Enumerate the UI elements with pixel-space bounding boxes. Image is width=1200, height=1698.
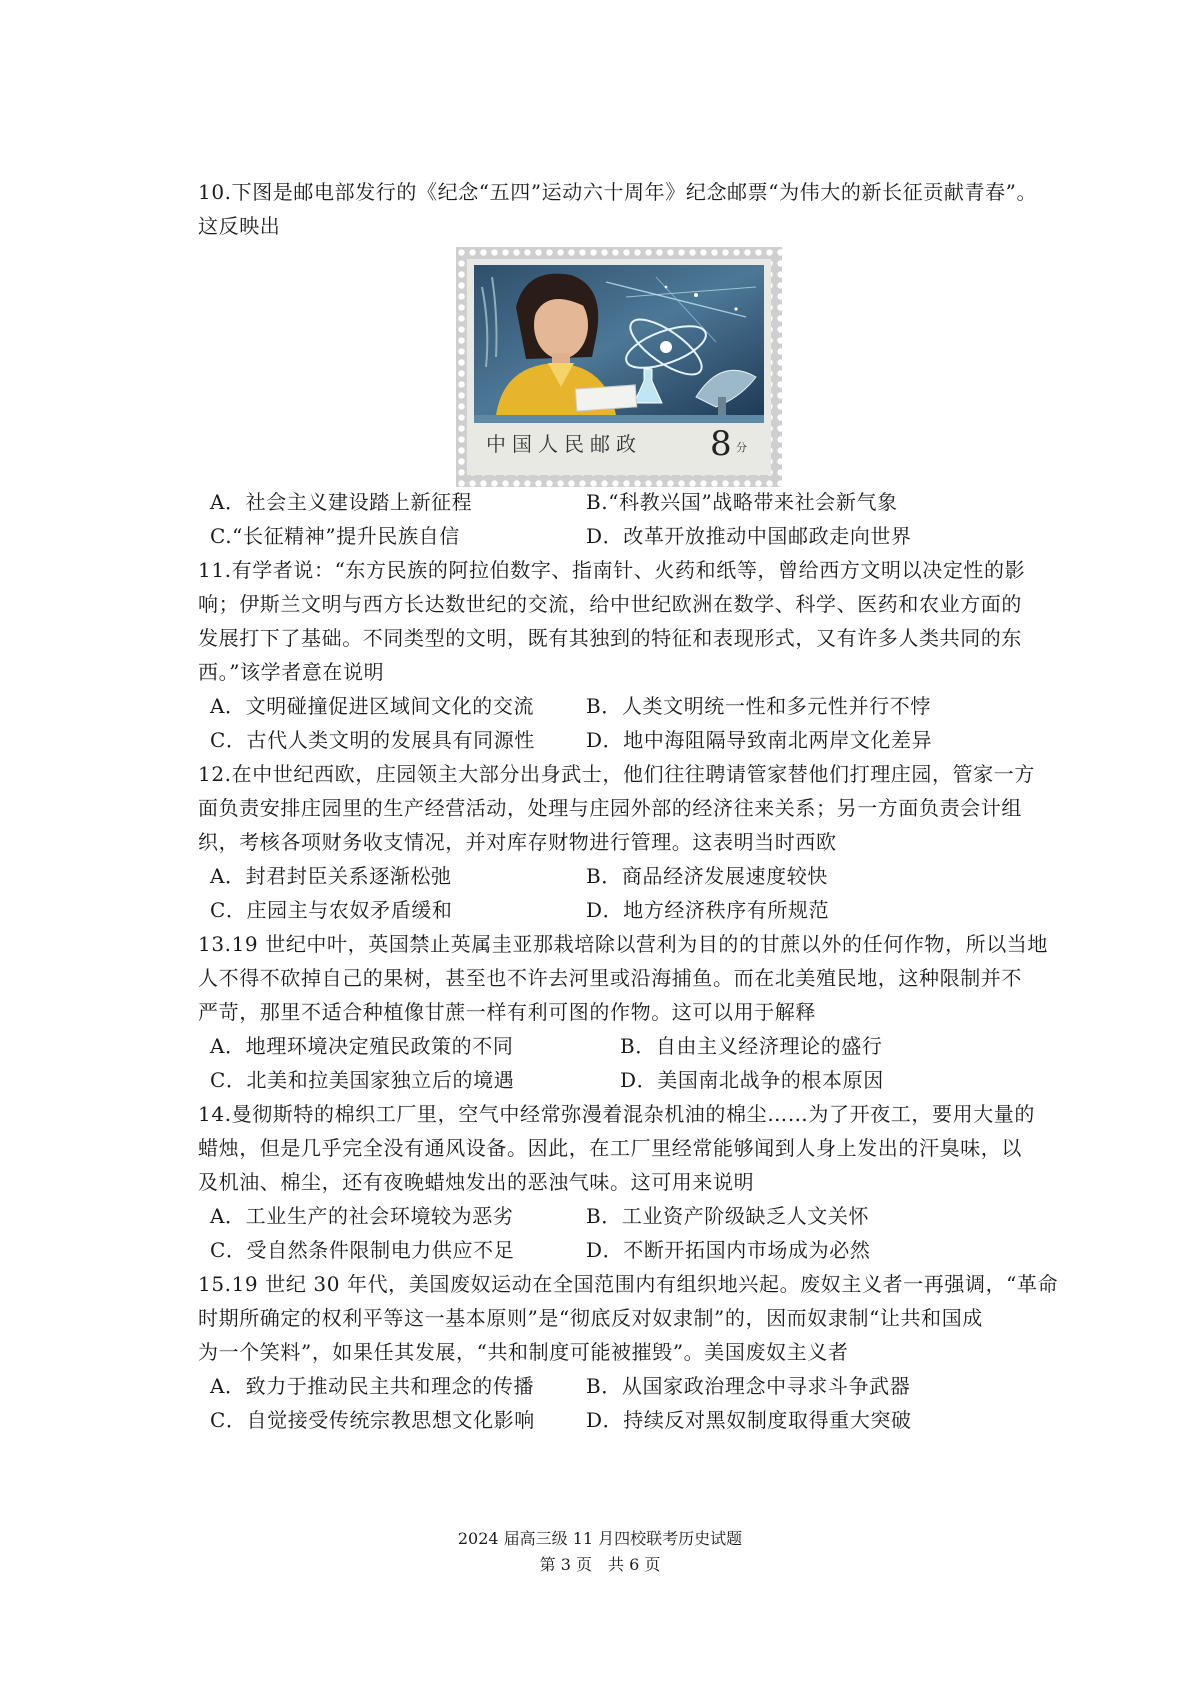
question-14-line-3: 及机油、棉尘，还有夜晚蜡烛发出的恶浊气味。这可用来说明 [198,1170,755,1194]
question-13-line-2: 人不得不砍掉自己的果树，甚至也不许去河里或沿海捕鱼。而在北美殖民地，这种限制并不 [198,966,1022,990]
question-10-line-2: 这反映出 [198,214,281,238]
question-14-line-2: 蜡烛，但是几乎完全没有通风设备。因此，在工厂里经常能够闻到人身上发出的汗臭味，以 [198,1136,1022,1160]
question-13-option-c: C．北美和拉美国家独立后的境遇 [210,1068,515,1092]
question-11-line-3: 发展打下了基础。不同类型的文明，既有其独到的特征和表现形式，又有许多人类共同的东 [198,626,1022,650]
question-11-option-c: C．古代人类文明的发展具有同源性 [210,728,535,752]
question-12-line-2: 面负责安排庄园里的生产经营活动，处理与庄园外部的经济往来关系；另一方面负责会计组 [198,796,1022,820]
question-10-option-d: D．改革开放推动中国邮政走向世界 [586,524,912,548]
question-14-option-a: A．工业生产的社会环境较为恶劣 [210,1204,514,1228]
question-13-line-1: 13.19 世纪中叶，英国禁止英属圭亚那栽培除以营利为目的的甘蔗以外的任何作物，所以当地 [198,932,1049,956]
question-15-option-d: D．持续反对黑奴制度取得重大突破 [586,1408,912,1432]
question-15-option-b: B．从国家政治理念中寻求斗争武器 [586,1374,911,1398]
question-15-option-c: C．自觉接受传统宗教思想文化影响 [210,1408,535,1432]
question-15-line-1: 15.19 世纪 30 年代，美国废奴运动在全国范围内有组织地兴起。废奴主义者一再强调，“革命 [198,1272,1059,1296]
question-14-option-c: C．受自然条件限制电力供应不足 [210,1238,515,1262]
question-13-option-b: B．自由主义经济理论的盛行 [620,1034,883,1058]
question-13-line-3: 严苛，那里不适合种植像甘蔗一样有利可图的作物。这可以用于解释 [198,1000,816,1024]
stamp-country-text: 中国人民邮政 [486,432,642,456]
footer-exam-title: 2024 届高三级 11 月四校联考历史试题 [457,1529,743,1548]
question-11-line-4: 西。”该学者意在说明 [198,660,385,684]
question-11-option-b: B．人类文明统一性和多元性并行不悖 [586,694,931,718]
question-15-option-a: A．致力于推动民主共和理念的传播 [210,1374,535,1398]
question-10-option-b: B.“科教兴国”战略带来社会新气象 [586,490,898,514]
question-12-option-c: C．庄园主与农奴矛盾缓和 [210,898,453,922]
question-14-option-b: B．工业资产阶级缺乏人文关怀 [586,1204,870,1228]
question-11-option-d: D．地中海阻隔导致南北两岸文化差异 [586,728,933,752]
question-11-line-1: 11.有学者说：“东方民族的阿拉伯数字、指南针、火药和纸等，曾给西方文明以决定性的影 [198,558,1026,582]
question-12-option-b: B．商品经济发展速度较快 [586,864,828,888]
question-14-line-1: 14.曼彻斯特的棉织工厂里，空气中经常弥漫着混杂机油的棉尘……为了开夜工，要用大量的 [198,1102,1036,1126]
question-10-option-c: C.“长征精神”提升民族自信 [210,524,460,548]
question-14-option-d: D．不断开拓国内市场成为必然 [586,1238,871,1262]
question-11-line-2: 响；伊斯兰文明与西方长达数世纪的交流，给中世纪欧洲在数学、科学、医药和农业方面的 [198,592,1022,616]
question-12-option-a: A．封君封臣关系逐渐松弛 [210,864,452,888]
question-12-line-1: 12.在中世纪西欧，庄园领主大部分出身武士，他们往往聘请管家替他们打理庄园，管家一方 [198,762,1036,786]
question-10-line-1: 10.下图是邮电部发行的《纪念“五四”运动六十周年》纪念邮票“为伟大的新长征贡献青春”。 [198,180,1038,204]
stamp-denomination: 8 [710,424,732,464]
commemorative-stamp-image [456,247,782,487]
question-12-option-d: D．地方经济秩序有所规范 [586,898,830,922]
question-13-option-d: D．美国南北战争的根本原因 [620,1068,884,1092]
question-12-line-3: 织，考核各项财务收支情况，并对库存财物进行管理。这表明当时西欧 [198,830,837,854]
footer-page-info: 第 3 页 共 6 页 [539,1555,661,1574]
question-15-line-2: 时期所确定的权利平等这一基本原则”是“彻底反对奴隶制”的，因而奴隶制“让共和国成 [198,1306,983,1330]
question-13-option-a: A．地理环境决定殖民政策的不同 [210,1034,514,1058]
question-11-option-a: A．文明碰撞促进区域间文化的交流 [210,694,535,718]
question-15-line-3: 为一个笑料”，如果任其发展，“共和制度可能被摧毁”。美国废奴主义者 [198,1340,849,1364]
question-10-option-a: A．社会主义建设踏上新征程 [210,490,473,514]
stamp-unit: 分 [736,441,747,454]
